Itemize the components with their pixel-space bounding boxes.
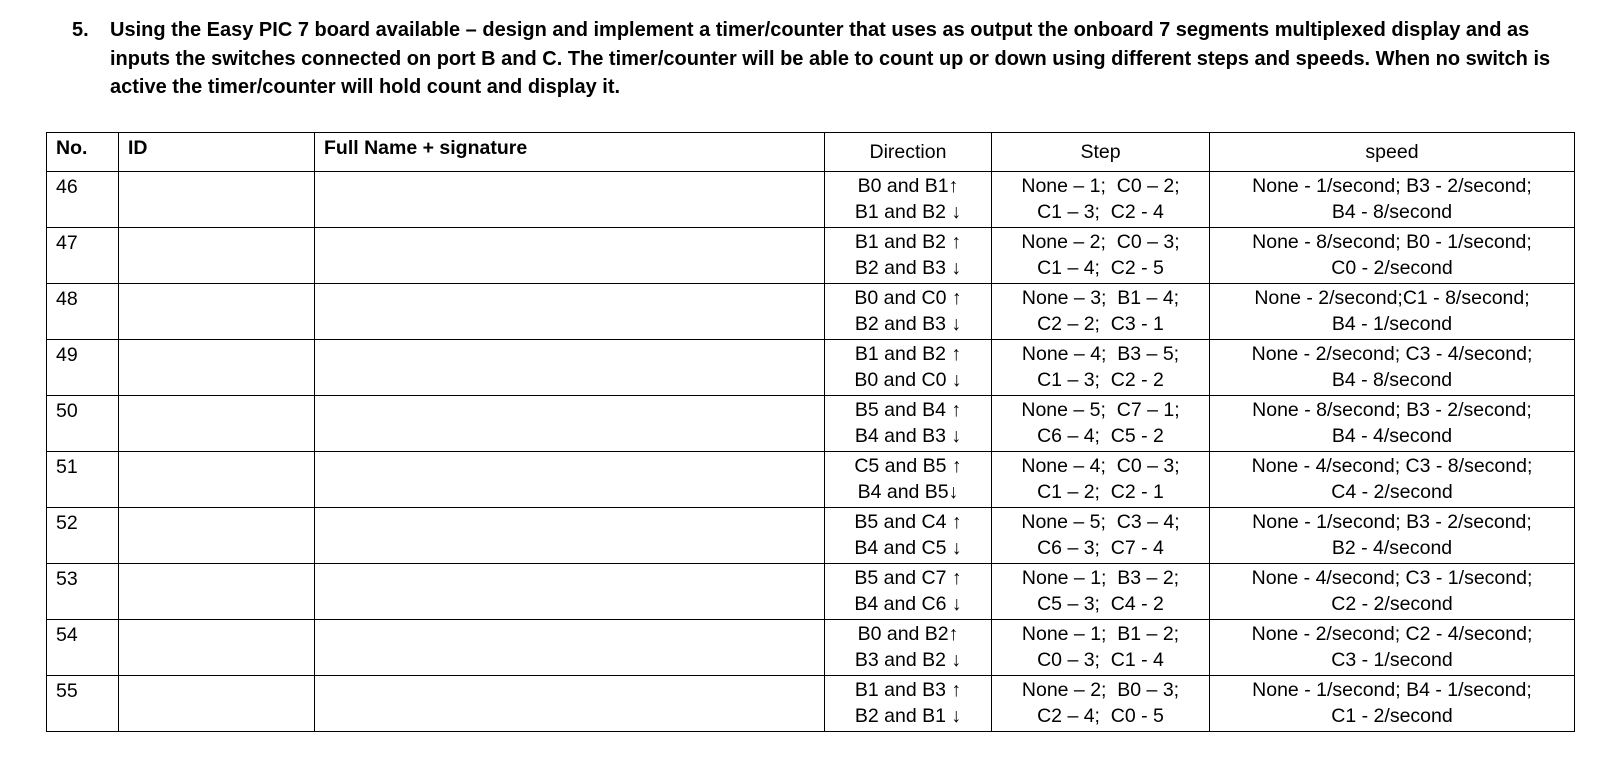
cell-speed [1210, 228, 1575, 284]
step-line-1: None – 5; C3 – 4; [1021, 511, 1180, 533]
step-line-1: None – 4; B3 – 5; [1021, 343, 1180, 365]
direction-down: B3 and B2 ↓ [854, 649, 962, 671]
cell-no: 55 [47, 676, 119, 732]
header-step: Step [992, 133, 1210, 172]
cell-speed [1210, 620, 1575, 676]
step-line-1: None – 5; C7 – 1; [1021, 399, 1180, 421]
cell-step [992, 564, 1210, 620]
step-line-1: None – 4; C0 – 3; [1021, 455, 1180, 477]
cell-step [992, 284, 1210, 340]
direction-down: B4 and B3 ↓ [854, 425, 962, 447]
speed-line-1: None - 2/second; C2 - 4/second; [1251, 623, 1533, 645]
speed-line-1: None - 8/second; B0 - 1/second; [1252, 231, 1532, 253]
cell-speed [1210, 452, 1575, 508]
cell-direction [825, 620, 992, 676]
step-line-2: C2 – 4; C0 - 5 [1037, 705, 1164, 727]
cell-no: 46 [47, 172, 119, 228]
cell-direction [825, 172, 992, 228]
cell-name-signature[interactable] [315, 508, 825, 564]
table-row [47, 564, 1575, 620]
header-speed: speed [1210, 133, 1575, 172]
speed-line-2: B2 - 4/second [1331, 537, 1453, 559]
cell-no: 53 [47, 564, 119, 620]
cell-no: 48 [47, 284, 119, 340]
step-line-2: C6 – 4; C5 - 2 [1037, 425, 1164, 447]
speed-line-1: None - 1/second; B3 - 2/second; [1252, 511, 1532, 533]
cell-id[interactable] [119, 452, 315, 508]
speed-line-2: B4 - 1/second [1331, 313, 1453, 335]
table-row [47, 396, 1575, 452]
table-header-row [47, 133, 1575, 172]
step-line-1: None – 1; B1 – 2; [1021, 623, 1180, 645]
cell-name-signature[interactable] [315, 564, 825, 620]
table-row [47, 508, 1575, 564]
speed-line-2: B4 - 8/second [1331, 369, 1453, 391]
direction-down: B2 and B3 ↓ [854, 257, 962, 279]
step-line-2: C1 – 3; C2 - 4 [1037, 201, 1164, 223]
direction-down: B4 and C5 ↓ [854, 537, 962, 559]
speed-line-1: None - 1/second; B3 - 2/second; [1252, 175, 1532, 197]
direction-up: B5 and C7 ↑ [854, 567, 962, 589]
direction-up: B1 and B2 ↑ [854, 343, 962, 365]
cell-speed [1210, 508, 1575, 564]
cell-step [992, 676, 1210, 732]
step-line-1: None – 1; C0 – 2; [1021, 175, 1180, 197]
direction-up: B0 and C0 ↑ [854, 287, 962, 309]
cell-step [992, 172, 1210, 228]
step-line-2: C5 – 3; C4 - 2 [1037, 593, 1164, 615]
header-no: No. [47, 133, 119, 172]
table-row [47, 172, 1575, 228]
cell-id[interactable] [119, 620, 315, 676]
task-statement [72, 16, 1572, 102]
cell-id[interactable] [119, 340, 315, 396]
cell-name-signature[interactable] [315, 452, 825, 508]
cell-no: 54 [47, 620, 119, 676]
speed-line-2: C3 - 1/second [1331, 649, 1453, 671]
cell-direction [825, 284, 992, 340]
cell-step [992, 396, 1210, 452]
cell-direction [825, 676, 992, 732]
direction-up: B5 and C4 ↑ [854, 511, 962, 533]
cell-id[interactable] [119, 564, 315, 620]
speed-line-1: None - 2/second;C1 - 8/second; [1254, 287, 1530, 309]
speed-line-2: C1 - 2/second [1331, 705, 1453, 727]
cell-speed [1210, 340, 1575, 396]
cell-step [992, 340, 1210, 396]
task-text: Using the Easy PIC 7 board available – design and implement a timer/counter that uses as output the onboard 7 segments multiplexed display and as inputs the switches connected on port B and C. The timer/counter will be able to count up or down using different steps and speeds. When no switch is active the timer/counter will hold count and display it. [110, 19, 1551, 98]
table-row [47, 284, 1575, 340]
direction-down: B2 and B3 ↓ [854, 313, 962, 335]
cell-direction [825, 564, 992, 620]
cell-step [992, 508, 1210, 564]
step-line-2: C1 – 3; C2 - 2 [1037, 369, 1164, 391]
table-row [47, 228, 1575, 284]
cell-step [992, 620, 1210, 676]
direction-up: B0 and B2↑ [857, 623, 959, 645]
cell-name-signature[interactable] [315, 620, 825, 676]
speed-line-1: None - 2/second; C3 - 4/second; [1251, 343, 1533, 365]
speed-line-1: None - 4/second; C3 - 8/second; [1251, 455, 1533, 477]
step-line-1: None – 1; B3 – 2; [1021, 567, 1180, 589]
table-row [47, 452, 1575, 508]
cell-no: 52 [47, 508, 119, 564]
speed-line-1: None - 8/second; B3 - 2/second; [1252, 399, 1532, 421]
cell-name-signature[interactable] [315, 172, 825, 228]
cell-name-signature[interactable] [315, 676, 825, 732]
direction-up: B0 and B1↑ [857, 175, 959, 197]
speed-line-2: C2 - 2/second [1331, 593, 1453, 615]
cell-step [992, 452, 1210, 508]
cell-direction [825, 228, 992, 284]
cell-direction [825, 508, 992, 564]
cell-id[interactable] [119, 228, 315, 284]
speed-line-2: B4 - 4/second [1331, 425, 1453, 447]
header-direction: Direction [825, 133, 992, 172]
cell-id[interactable] [119, 396, 315, 452]
step-line-1: None – 3; B1 – 4; [1021, 287, 1180, 309]
speed-line-2: C0 - 2/second [1331, 257, 1453, 279]
step-line-2: C1 – 2; C2 - 1 [1037, 481, 1164, 503]
cell-no: 47 [47, 228, 119, 284]
cell-direction [825, 396, 992, 452]
cell-id[interactable] [119, 508, 315, 564]
direction-down: B1 and B2 ↓ [854, 201, 962, 223]
table-row [47, 340, 1575, 396]
cell-direction [825, 340, 992, 396]
step-line-2: C0 – 3; C1 - 4 [1037, 649, 1164, 671]
cell-name-signature[interactable] [315, 284, 825, 340]
task-number: 5. [72, 19, 89, 41]
table-row [47, 676, 1575, 732]
cell-id[interactable] [119, 676, 315, 732]
direction-down: B4 and B5↓ [857, 481, 959, 503]
cell-speed [1210, 676, 1575, 732]
assignment-table [46, 132, 1575, 732]
speed-line-2: B4 - 8/second [1331, 201, 1453, 223]
table-row [47, 620, 1575, 676]
cell-no: 51 [47, 452, 119, 508]
speed-line-1: None - 1/second; B4 - 1/second; [1252, 679, 1532, 701]
cell-name-signature[interactable] [315, 396, 825, 452]
speed-line-2: C4 - 2/second [1331, 481, 1453, 503]
speed-line-1: None - 4/second; C3 - 1/second; [1251, 567, 1533, 589]
cell-direction [825, 452, 992, 508]
cell-id[interactable] [119, 172, 315, 228]
header-id: ID [119, 133, 315, 172]
step-line-1: None – 2; C0 – 3; [1021, 231, 1180, 253]
direction-up: B5 and B4 ↑ [854, 399, 962, 421]
step-line-1: None – 2; B0 – 3; [1021, 679, 1180, 701]
cell-no: 49 [47, 340, 119, 396]
table-body [47, 172, 1575, 732]
step-line-2: C6 – 3; C7 - 4 [1037, 537, 1164, 559]
direction-up: C5 and B5 ↑ [854, 455, 962, 477]
direction-down: B4 and C6 ↓ [854, 593, 962, 615]
step-line-2: C2 – 2; C3 - 1 [1037, 313, 1164, 335]
cell-id[interactable] [119, 284, 315, 340]
cell-speed [1210, 564, 1575, 620]
cell-name-signature[interactable] [315, 228, 825, 284]
direction-down: B2 and B1 ↓ [854, 705, 962, 727]
cell-speed [1210, 396, 1575, 452]
cell-speed [1210, 284, 1575, 340]
cell-step [992, 228, 1210, 284]
cell-name-signature[interactable] [315, 340, 825, 396]
direction-up: B1 and B3 ↑ [854, 679, 962, 701]
step-line-2: C1 – 4; C2 - 5 [1037, 257, 1164, 279]
cell-no: 50 [47, 396, 119, 452]
header-name: Full Name + signature [315, 133, 825, 172]
cell-speed [1210, 172, 1575, 228]
direction-down: B0 and C0 ↓ [854, 369, 962, 391]
direction-up: B1 and B2 ↑ [854, 231, 962, 253]
